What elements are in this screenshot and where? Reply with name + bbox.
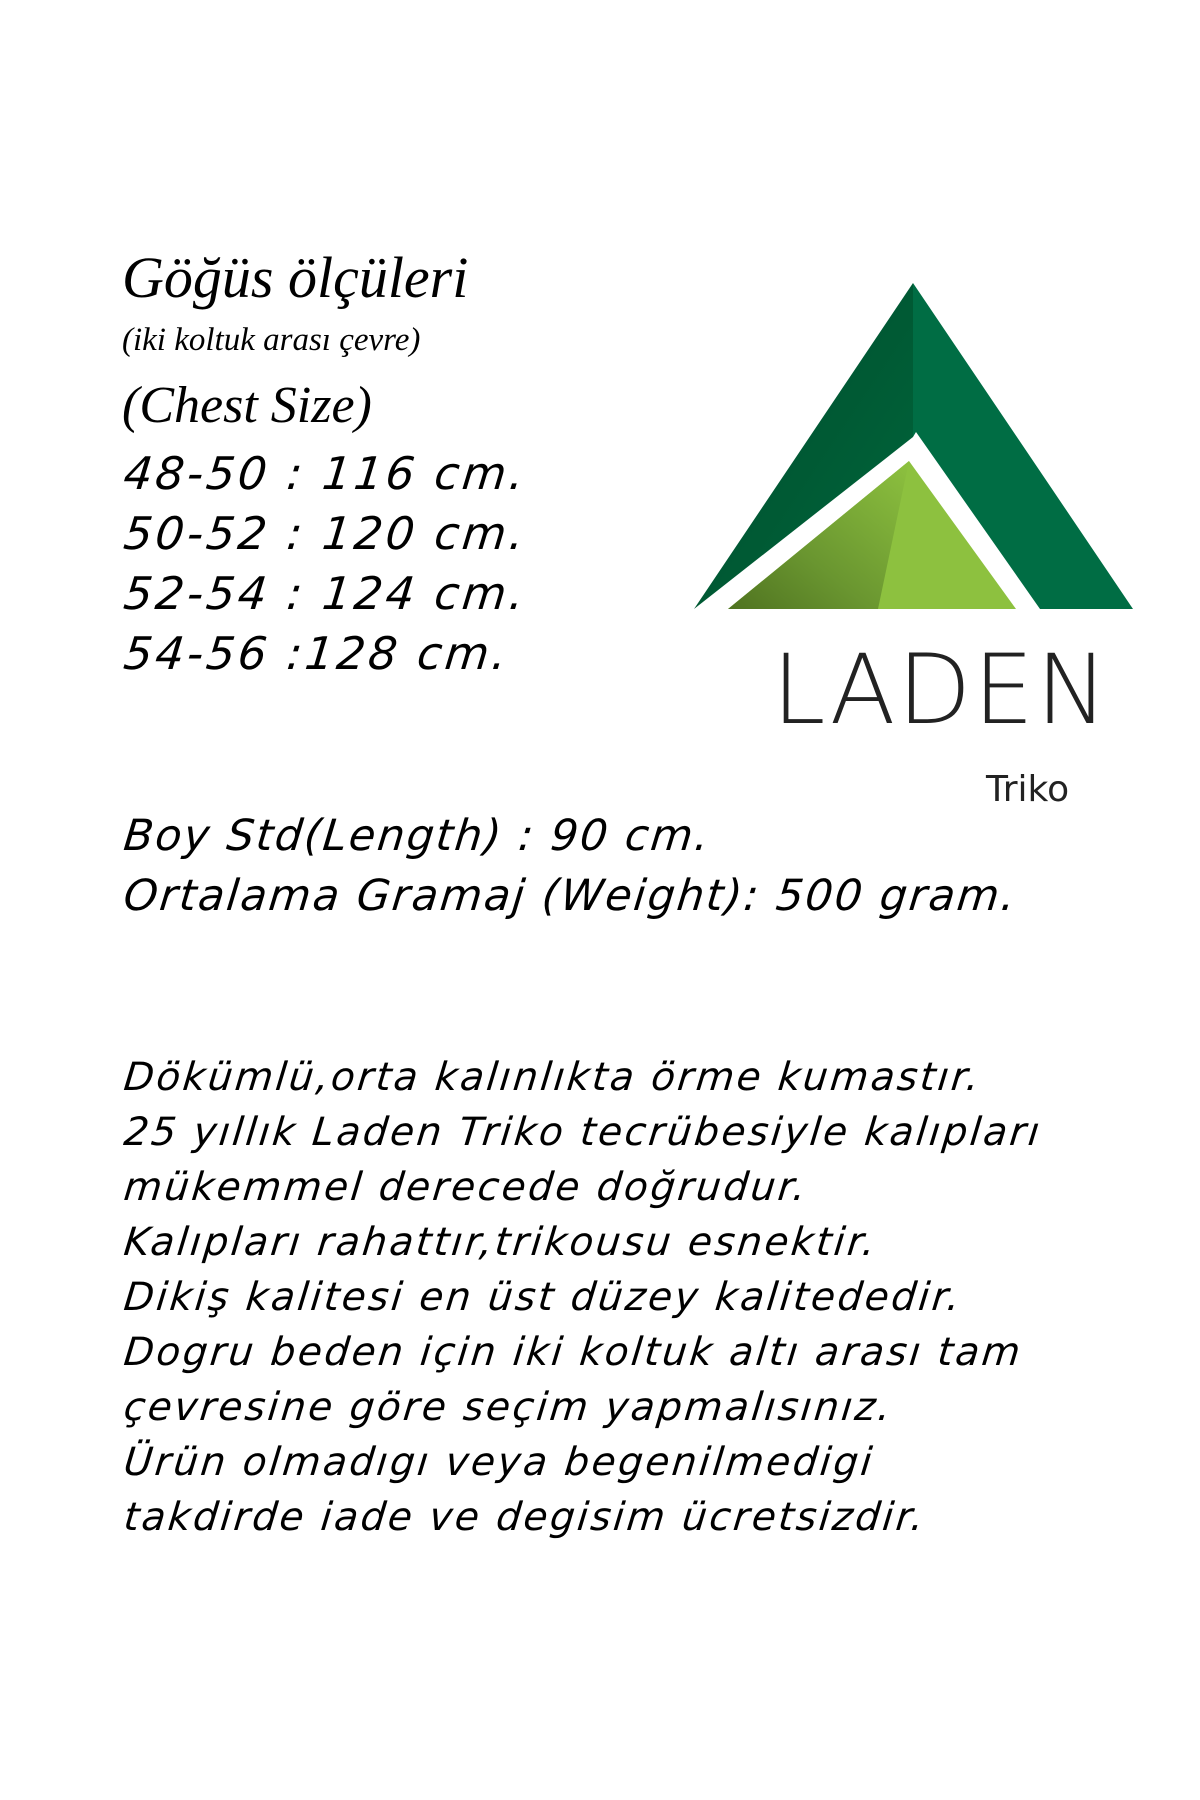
chest-size-row: 50-52 : 120 cm. [121, 507, 530, 560]
brand-subtitle: Triko [986, 769, 1070, 810]
chest-size-heading: (Chest Size) [122, 377, 372, 434]
description-line: Kalıpları rahattır,trikousu esnektir. [121, 1220, 880, 1265]
description-line: Dökümlü,orta kalınlıkta örme kumastır. [121, 1055, 984, 1100]
description-line: Dikiş kalitesi en üst düzey kalitededir. [121, 1275, 965, 1320]
chest-size-row: 52-54 : 124 cm. [121, 567, 530, 620]
page-subtitle: (iki koltuk arası çevre) [122, 322, 421, 358]
description-line: 25 yıllık Laden Triko tecrübesiyle kalıpları [121, 1110, 1045, 1155]
page-title: Göğüs ölçüleri [122, 245, 469, 310]
description-line: Dogru beden için iki koltuk altı arası tam [121, 1330, 1025, 1375]
brand-name: LADEN [772, 634, 1110, 746]
description-line: takdirde iade ve degisim ücretsizdir. [121, 1495, 929, 1540]
chest-size-row: 48-50 : 116 cm. [121, 447, 530, 500]
length-spec: Boy Std(Length) : 90 cm. [121, 811, 714, 861]
description-line: çevresine göre seçim yapmalısınız. [121, 1385, 896, 1430]
chest-size-row: 54-56 :128 cm. [121, 627, 513, 680]
description-line: Ürün olmadıgı veya begenilmedigi [121, 1440, 877, 1485]
description-line: mükemmel derecede doğrudur. [121, 1165, 811, 1210]
laden-logo-icon [690, 270, 1150, 630]
weight-spec: Ortalama Gramaj (Weight): 500 gram. [121, 871, 1020, 921]
